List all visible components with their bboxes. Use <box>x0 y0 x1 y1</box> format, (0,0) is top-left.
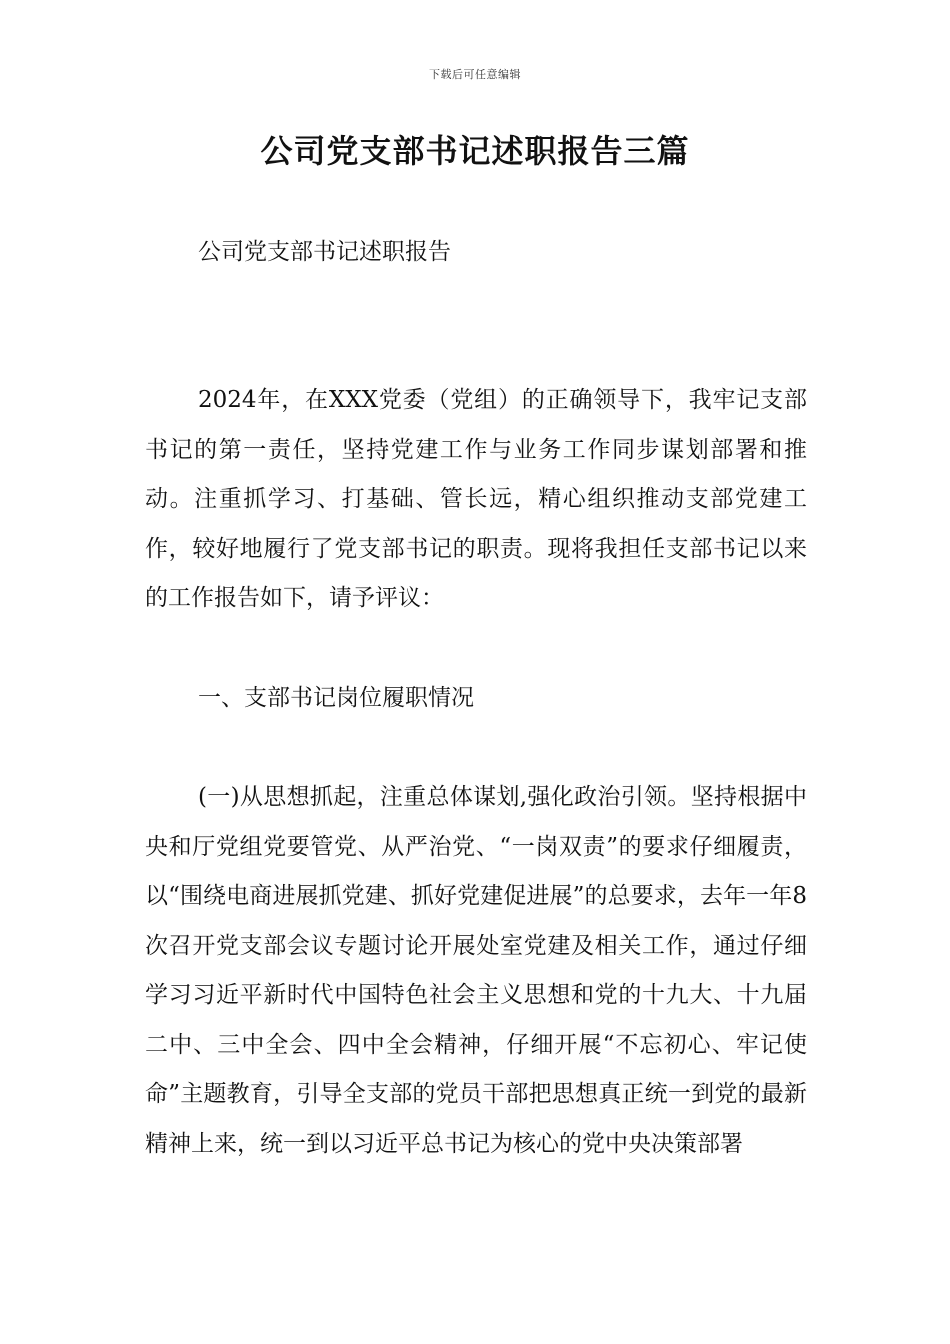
item-1-paragraph: (一)从思想抓起，注重总体谋划,强化政治引领。坚持根据中央和厅党组党要管党、从严治党、“一岗双责”的要求仔细履责，以“围绕电商进展抓党建、抓好党建促进展”的总要求，去年一年8次召开党支部会议专题讨论开展处室党建及相关工作，通过仔细学习习近平新时代中国特色社会主义思想和党的十九大、十九届二中、三中全会、四中全会精神，仔细开展“不忘初心、牢记使命”主题教育，引导全支部的党员干部把思想真正统一到党的最新精神上来，统一到以习近平总书记为核心的党中央决策部署 <box>145 784 807 1157</box>
section-heading: 一、支部书记岗位履职情况 <box>198 685 474 711</box>
document-subtitle: 公司党支部书记述职报告 <box>198 239 451 265</box>
header-note: 下载后可任意编辑 <box>429 68 521 81</box>
intro-paragraph: 2024年，在XXX党委（党组）的正确领导下，我牢记支部书记的第一责任，坚持党建工作与业务工作同步谋划部署和推动。注重抓学习、打基础、管长远，精心组织推动支部党建工作，较好地履行了党支部书记的职责。现将我担任支部书记以来的工作报告如下，请予评议： <box>145 387 807 611</box>
document-title: 公司党支部书记述职报告三篇 <box>260 132 690 170</box>
